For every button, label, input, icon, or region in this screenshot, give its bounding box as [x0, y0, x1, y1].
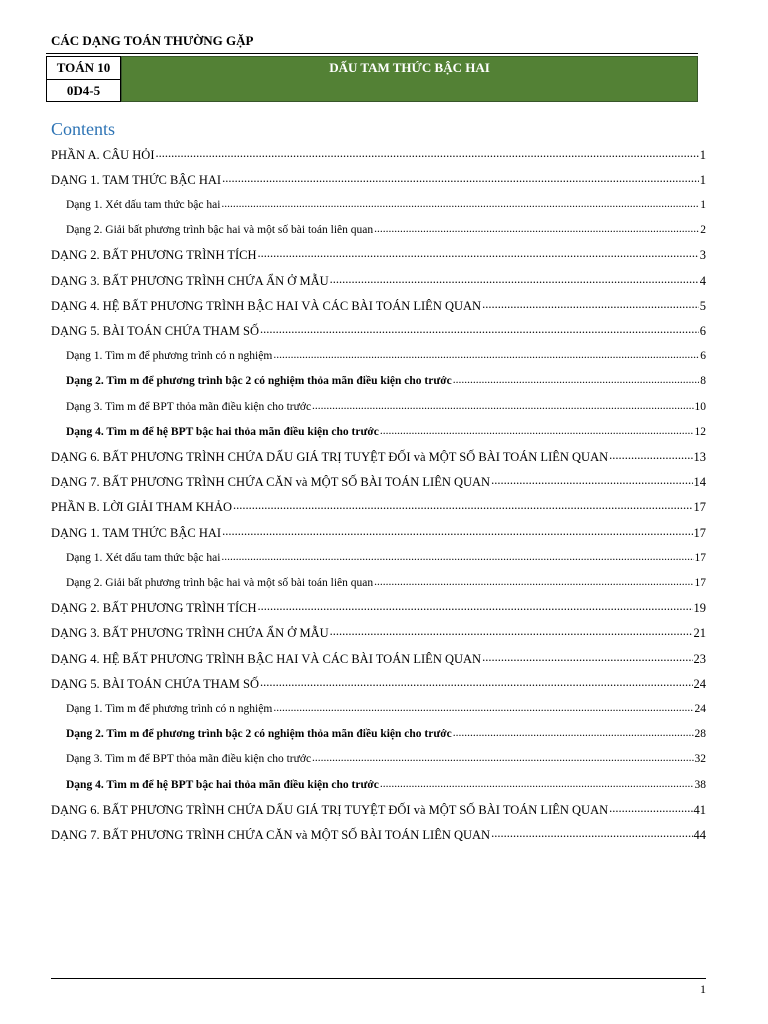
toc-entry-text: DẠNG 4. HỆ BẤT PHƯƠNG TRÌNH BẬC HAI VÀ CÁC BÀI TOÁN LIÊN QUAN — [51, 298, 482, 313]
toc-entry[interactable] — [51, 322, 706, 339]
toc-entry-page: 5 — [699, 298, 706, 313]
toc-entry[interactable] — [66, 549, 706, 564]
toc-entry-page: 1 — [699, 172, 706, 187]
toc-entry[interactable] — [51, 297, 706, 314]
toc-dot-leader — [222, 524, 692, 537]
toc-entry-page: 17 — [693, 525, 706, 540]
toc-entry-page: 6 — [700, 350, 706, 363]
toc-entry-page: 44 — [693, 827, 706, 842]
toc-entry-page: 24 — [694, 702, 706, 715]
toc-dot-leader — [233, 499, 692, 512]
toc-dot-leader — [221, 196, 699, 208]
toc-entry-page: 2 — [700, 224, 706, 237]
toc-entry-text: DẠNG 2. BẤT PHƯƠNG TRÌNH TÍCH — [51, 601, 257, 616]
toc-entry[interactable] — [66, 776, 706, 791]
toc-entry-text: DẠNG 2. BẤT PHƯƠNG TRÌNH TÍCH — [51, 248, 257, 263]
toc-entry[interactable] — [66, 398, 706, 413]
toc-entry-text: Dạng 4. Tìm m để hệ BPT bậc hai thỏa mãn điều kiện cho trước — [66, 425, 379, 438]
toc-dot-leader — [491, 826, 692, 839]
toc-entry-page: 41 — [693, 802, 706, 817]
toc-dot-leader — [453, 726, 694, 738]
toc-entry[interactable] — [66, 574, 706, 589]
toc-entry[interactable] — [51, 247, 706, 264]
toc-entry[interactable] — [66, 700, 706, 715]
toc-dot-leader — [609, 448, 692, 461]
toc-entry[interactable] — [66, 222, 706, 237]
toc-entry-page: 1 — [699, 147, 706, 162]
toc-entry-text: DẠNG 3. BẤT PHƯƠNG TRÌNH CHỨA ẨN Ở MẪU — [51, 626, 329, 641]
toc-dot-leader — [222, 171, 699, 184]
toc-entry-text: DẠNG 4. HỆ BẤT PHƯƠNG TRÌNH BẬC HAI VÀ CÁC BÀI TOÁN LIÊN QUAN — [51, 651, 482, 666]
toc-entry-text: DẠNG 3. BẤT PHƯƠNG TRÌNH CHỨA ẨN Ở MẪU — [51, 273, 329, 288]
toc-entry-text: DẠNG 7. BẤT PHƯƠNG TRÌNH CHỨA CĂN và MỘT SỐ BÀI TOÁN LIÊN QUAN — [51, 827, 491, 842]
toc-entry-page: 6 — [699, 323, 706, 338]
toc-dot-leader — [380, 776, 694, 788]
toc-dot-leader — [380, 423, 694, 435]
toc-entry-page: 19 — [693, 601, 706, 616]
header-table — [46, 53, 698, 102]
toc-entry-text: DẠNG 5. BÀI TOÁN CHỨA THAM SỐ — [51, 676, 259, 691]
toc-dot-leader — [221, 549, 693, 561]
toc-dot-leader — [260, 322, 699, 335]
contents-heading: Contents — [51, 119, 116, 139]
toc-entry[interactable] — [66, 373, 706, 388]
toc-entry-text: Dạng 1. Tìm m để phương trình có n nghiệm — [66, 702, 273, 715]
toc-dot-leader — [609, 801, 692, 814]
toc-dot-leader — [258, 247, 699, 260]
toc-entry[interactable] — [51, 499, 706, 516]
toc-entry[interactable] — [51, 801, 706, 818]
toc-entry-page: 38 — [694, 778, 706, 791]
toc-dot-leader — [273, 700, 693, 712]
toc-dot-leader — [312, 751, 693, 763]
toc-entry[interactable] — [51, 171, 706, 188]
toc-entry-text: DẠNG 5. BÀI TOÁN CHỨA THAM SỐ — [51, 323, 259, 338]
toc-entry[interactable] — [66, 726, 706, 741]
footer-divider — [51, 978, 706, 979]
toc-entry-page: 17 — [694, 576, 706, 589]
toc-dot-leader — [258, 600, 693, 613]
toc-entry-text: DẠNG 1. TAM THỨC BẬC HAI — [51, 172, 222, 187]
toc-entry[interactable] — [51, 675, 706, 692]
toc-entry-text: DẠNG 6. BẤT PHƯƠNG TRÌNH CHỨA DẤU GIÁ TRỊ TUYỆT ĐỐI và MỘT SỐ BÀI TOÁN LIÊN QUAN — [51, 802, 609, 817]
toc-entry[interactable] — [51, 146, 706, 163]
toc-entry-page: 24 — [693, 676, 706, 691]
toc-entry[interactable] — [66, 423, 706, 438]
toc-entry-page: 14 — [693, 475, 706, 490]
toc-entry-page: 23 — [693, 651, 706, 666]
toc-entry-page: 17 — [693, 500, 706, 515]
toc-dot-leader — [330, 625, 693, 638]
toc-dot-leader — [482, 297, 699, 310]
toc-entry-text: Dạng 2. Giải bất phương trình bậc hai và một số bài toán liên quan — [66, 576, 374, 589]
toc-entry-text: DẠNG 1. TAM THỨC BẬC HAI — [51, 525, 222, 540]
toc-entry-text: Dạng 1. Xét dấu tam thức bậc hai — [66, 198, 221, 211]
toc-entry[interactable] — [51, 625, 706, 642]
toc-dot-leader — [260, 675, 693, 688]
toc-dot-leader — [482, 650, 692, 663]
toc-dot-leader — [374, 574, 693, 586]
toc-entry-text: Dạng 1. Tìm m để phương trình có n nghiệm — [66, 350, 273, 363]
toc-entry[interactable] — [51, 474, 706, 491]
toc-entry-text: Dạng 2. Tìm m để phương trình bậc 2 có nghiệm thỏa mãn điều kiện cho trước — [66, 375, 452, 388]
toc-entry-text: DẠNG 7. BẤT PHƯƠNG TRÌNH CHỨA CĂN và MỘT SỐ BÀI TOÁN LIÊN QUAN — [51, 475, 491, 490]
toc-entry[interactable] — [66, 196, 706, 211]
toc-dot-leader — [374, 222, 699, 234]
toc-entry-text: PHẦN B. LỜI GIẢI THAM KHẢO — [51, 500, 233, 515]
toc-entry-page: 32 — [694, 753, 706, 766]
toc-entry-text: Dạng 2. Giải bất phương trình bậc hai và một số bài toán liên quan — [66, 224, 374, 237]
grade-cell: TOÁN 10 — [46, 56, 121, 80]
toc-dot-leader — [453, 373, 700, 385]
document-title: CÁC DẠNG TOÁN THƯỜNG GẶP — [51, 33, 254, 48]
toc-entry-text: DẠNG 6. BẤT PHƯƠNG TRÌNH CHỨA DẤU GIÁ TRỊ TUYỆT ĐỐI và MỘT SỐ BÀI TOÁN LIÊN QUAN — [51, 449, 609, 464]
toc-entry-page: 3 — [699, 248, 706, 263]
toc-entry[interactable] — [66, 751, 706, 766]
toc-entry-page: 4 — [699, 273, 706, 288]
toc-entry-text: Dạng 1. Xét dấu tam thức bậc hai — [66, 551, 221, 564]
toc-entry[interactable] — [51, 650, 706, 667]
toc-entry-page: 17 — [694, 551, 706, 564]
toc-dot-leader — [312, 398, 693, 410]
toc-entry-text: Dạng 3. Tìm m để BPT thỏa mãn điều kiện cho trước — [66, 753, 312, 766]
toc-entry[interactable] — [51, 524, 706, 541]
toc-entry-text: Dạng 2. Tìm m để phương trình bậc 2 có nghiệm thỏa mãn điều kiện cho trước — [66, 728, 452, 741]
toc-entry-page: 21 — [693, 626, 706, 641]
topic-title-cell: DẤU TAM THỨC BẬC HAI — [121, 56, 698, 102]
toc-entry-page: 1 — [700, 198, 706, 211]
toc-entry-page: 8 — [700, 375, 706, 388]
toc-dot-leader — [491, 474, 692, 487]
toc-entry-page: 28 — [694, 728, 706, 741]
toc-entry[interactable] — [51, 448, 706, 465]
toc-entry-text: Dạng 3. Tìm m để BPT thỏa mãn điều kiện cho trước — [66, 400, 312, 413]
page-number: 1 — [700, 982, 706, 996]
toc-dot-leader — [155, 146, 698, 159]
toc-entry[interactable] — [51, 600, 706, 617]
toc-dot-leader — [273, 348, 699, 360]
toc-entry[interactable] — [66, 348, 706, 363]
toc-entry-page: 13 — [693, 449, 706, 464]
toc-entry[interactable] — [51, 826, 706, 843]
code-cell: 0D4-5 — [46, 79, 121, 102]
toc-entry-text: PHẦN A. CÂU HỎI — [51, 147, 155, 162]
toc-entry-page: 10 — [694, 400, 706, 413]
toc-entry[interactable] — [51, 272, 706, 289]
toc-entry-page: 12 — [694, 425, 706, 438]
toc-entry-text: Dạng 4. Tìm m để hệ BPT bậc hai thỏa mãn điều kiện cho trước — [66, 778, 379, 791]
toc-dot-leader — [330, 272, 699, 285]
